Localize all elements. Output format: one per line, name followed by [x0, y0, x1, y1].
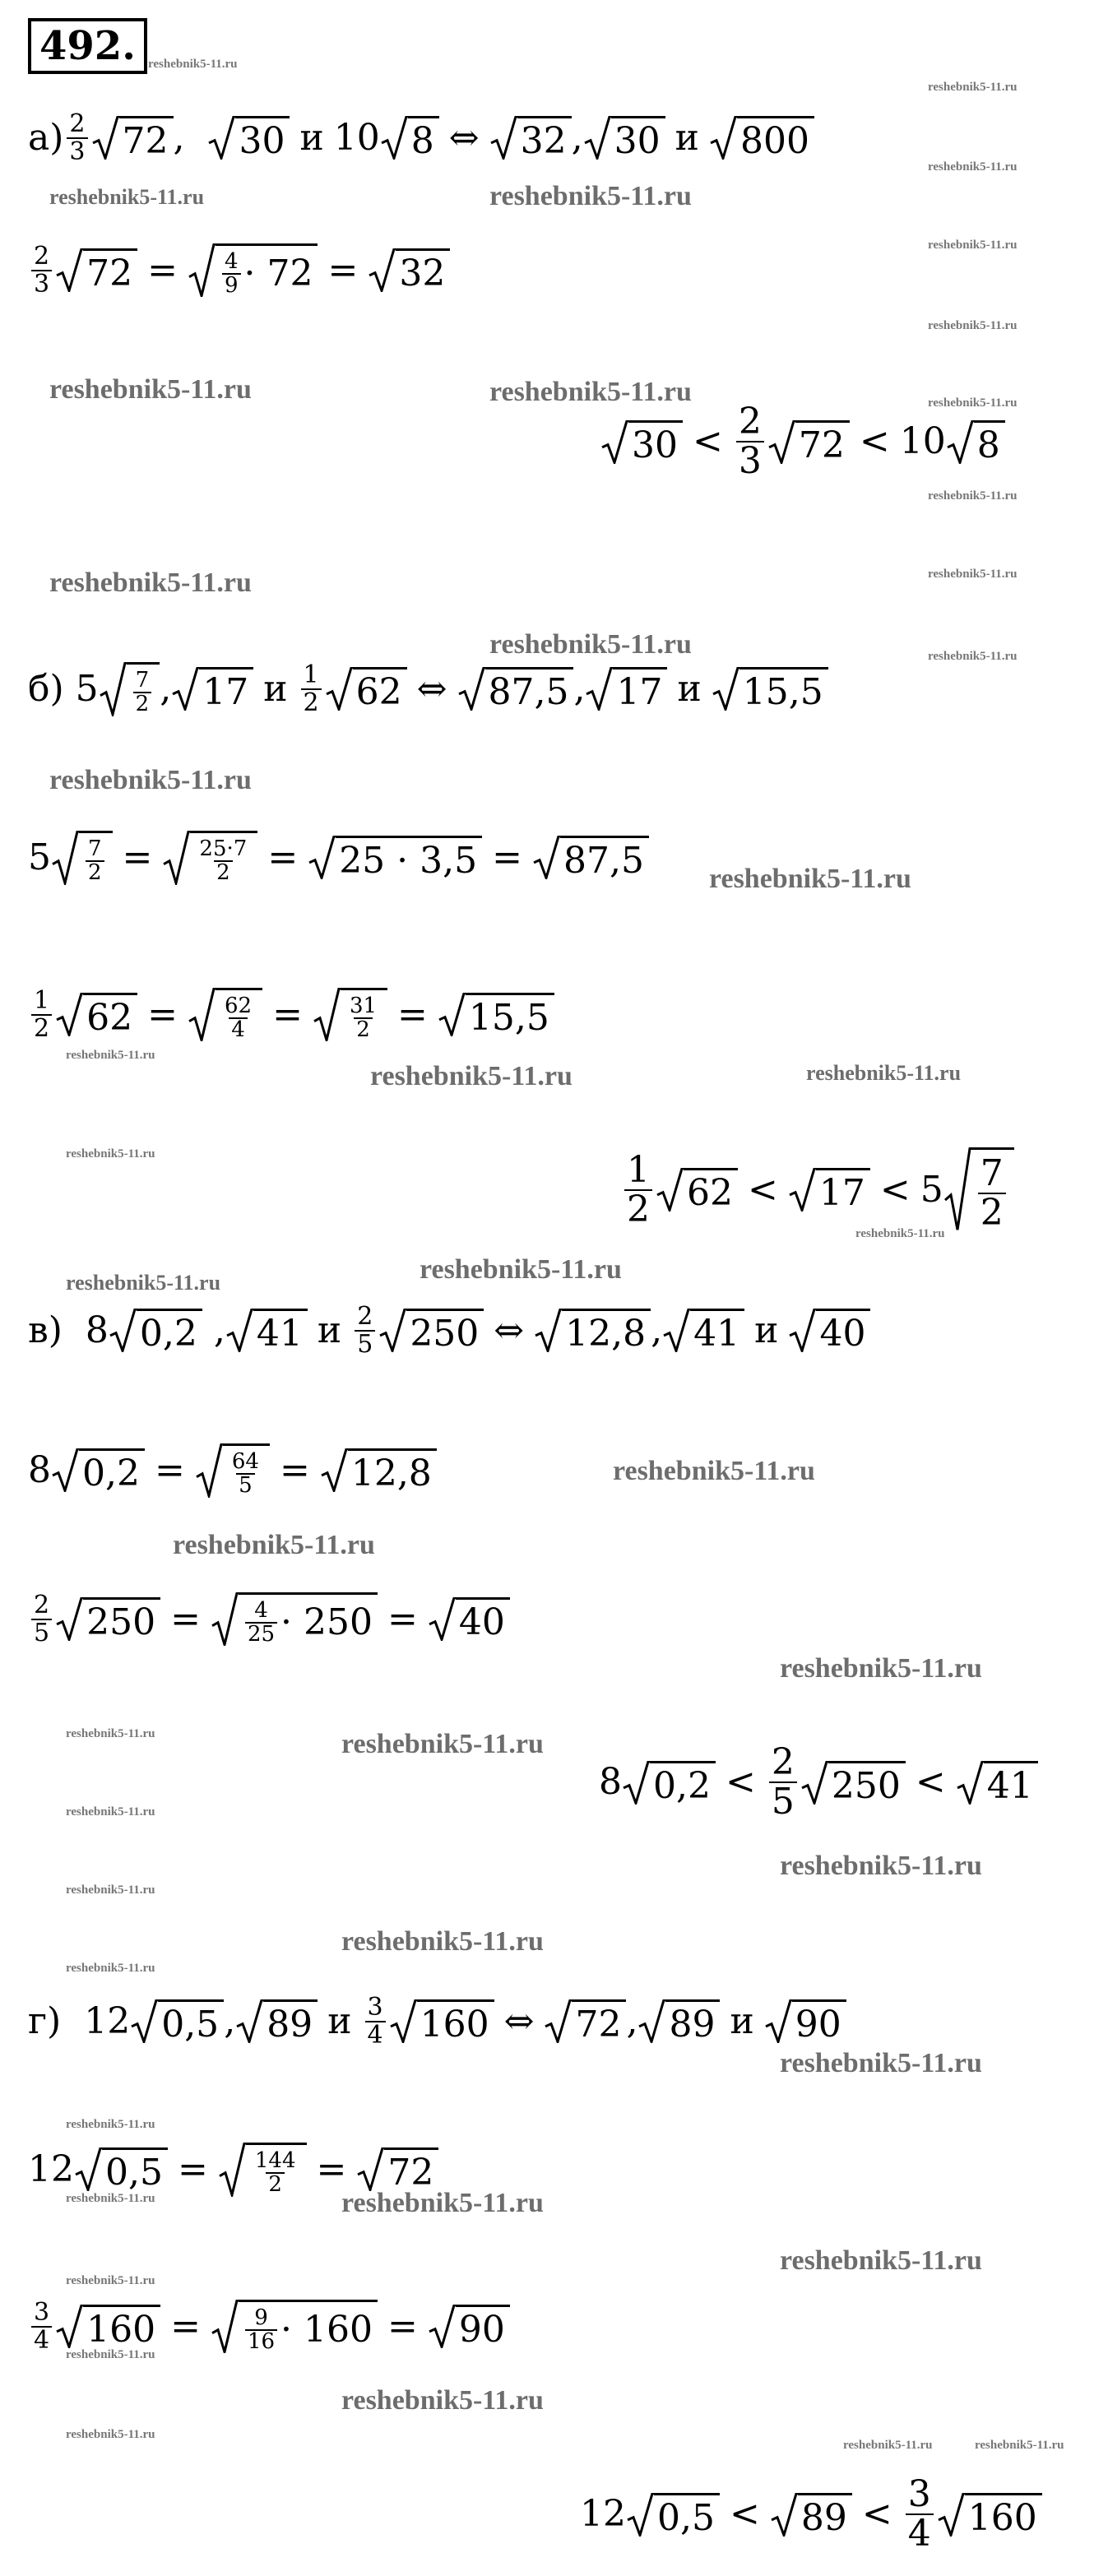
part-b-step1: 5 $\frac{7}{2}$ = $\frac{25\cdot 7}{2}$ = 25 · 3,5 = 87,5: [28, 831, 649, 885]
radical-sign: [544, 1999, 572, 2043]
part-v-conclusion: 8 0,2 < $\frac{2}{5}$ 250 < 41: [599, 1744, 1038, 1821]
part-v-step1: 8 0,2 = $\frac{64}{5}$ = 12,8: [28, 1443, 437, 1498]
part-b-step2: $\frac{1}{2}$ 62 = $\frac{62}{4}$ = $\frac{31}{2}$ = 15,5: [28, 979, 554, 1041]
watermark: reshebnik5-11.ru: [49, 374, 252, 405]
watermark: reshebnik5-11.ru: [49, 185, 205, 209]
radical-sign: [308, 836, 336, 879]
radical-sign: [51, 831, 79, 885]
radical-sign: [99, 662, 127, 716]
radical-sign: [225, 1309, 253, 1352]
radical-sign: [937, 2493, 965, 2537]
radical-sign: [378, 1309, 406, 1352]
watermark: reshebnik5-11.ru: [928, 489, 1018, 503]
radical-sign: [622, 1761, 650, 1805]
watermark: reshebnik5-11.ru: [341, 2385, 544, 2416]
watermark: reshebnik5-11.ru: [49, 568, 252, 598]
watermark: reshebnik5-11.ru: [489, 377, 692, 407]
radical-sign: [583, 116, 611, 160]
watermark: reshebnik5-11.ru: [855, 1227, 945, 1240]
watermark: reshebnik5-11.ru: [66, 1805, 155, 1818]
part-g-label: г): [28, 1999, 62, 2042]
watermark: reshebnik5-11.ru: [489, 629, 692, 660]
watermark: reshebnik5-11.ru: [49, 765, 252, 795]
watermark: reshebnik5-11.ru: [66, 2118, 155, 2131]
watermark: reshebnik5-11.ru: [66, 2428, 155, 2441]
part-g-statement: г) 12 0,5 , 89 и $\frac{3}{4}$ 160 ⇔ 72 , 89 и 90: [28, 1995, 846, 2048]
radical-sign: [162, 831, 190, 885]
radical-sign: [946, 420, 974, 464]
watermark: reshebnik5-11.ru: [928, 160, 1018, 174]
radical-sign: [788, 1168, 816, 1212]
watermark: reshebnik5-11.ru: [341, 1926, 544, 1957]
part-b-statement: б) 5 $\frac{7}{2}$ , 17 и $\frac{1}{2}$ 62 ⇔ 87,5 , 17 и 15,5: [28, 662, 828, 716]
watermark: reshebnik5-11.ru: [370, 1061, 573, 1091]
part-g-step2: $\frac{3}{4}$ 160 = $\frac{9}{16}$ · 160 = 90: [28, 2291, 510, 2353]
watermark: reshebnik5-11.ru: [780, 2048, 982, 2078]
radical-sign: [211, 1592, 239, 1647]
watermark: reshebnik5-11.ru: [173, 1530, 375, 1560]
radical-sign: [55, 1597, 83, 1641]
radical-sign: [55, 993, 83, 1036]
radical-sign: [325, 667, 353, 711]
radical-sign: [74, 2147, 102, 2191]
radical-sign: [109, 1309, 137, 1352]
radical-sign: [585, 667, 613, 711]
radical-sign: [534, 1309, 562, 1352]
radical-sign: [356, 2147, 384, 2191]
watermark: reshebnik5-11.ru: [341, 2188, 544, 2218]
part-g-conclusion: 12 0,5 < 89 < $\frac{3}{4}$ 160: [580, 2476, 1042, 2553]
radical-sign: [943, 1147, 971, 1232]
radical-sign: [489, 116, 517, 160]
radical-sign: [428, 2305, 456, 2348]
sqrt: 72: [91, 116, 174, 160]
radical-sign: [207, 116, 235, 160]
watermark: reshebnik5-11.ru: [928, 650, 1018, 663]
watermark: reshebnik5-11.ru: [66, 1049, 155, 1062]
radical-sign: [712, 667, 739, 711]
exercise-number: 492.: [28, 18, 147, 74]
watermark: reshebnik5-11.ru: [928, 81, 1018, 94]
sqrt: 8: [380, 116, 439, 160]
watermark: reshebnik5-11.ru: [780, 1653, 982, 1684]
watermark: reshebnik5-11.ru: [928, 568, 1018, 581]
radical-sign: [55, 2305, 83, 2348]
watermark: reshebnik5-11.ru: [806, 1061, 962, 1085]
part-v-step2: $\frac{2}{5}$ 250 = $\frac{4}{25}$ · 250 = 40: [28, 1583, 510, 1646]
radical-sign: [709, 116, 737, 160]
part-v-label: в): [28, 1309, 63, 1351]
watermark: reshebnik5-11.ru: [66, 2192, 155, 2205]
radical-sign: [320, 1448, 348, 1492]
radical-sign: [313, 988, 341, 1042]
watermark: reshebnik5-11.ru: [420, 1254, 622, 1285]
part-b-conclusion: $\frac{1}{2}$ 62 < 17 < 5 $\frac{7}{2}$: [621, 1147, 1014, 1232]
watermark: reshebnik5-11.ru: [66, 1962, 155, 1975]
radical-sign: [188, 243, 216, 298]
radical-sign: [188, 988, 216, 1042]
watermark: reshebnik5-11.ru: [928, 319, 1018, 332]
watermark: reshebnik5-11.ru: [928, 396, 1018, 410]
radical-sign: [438, 993, 466, 1036]
part-a-statement: а) $\frac{2}{3}$ 72 , 30 и 10 8 ⇔ 32 , 30 и 800: [28, 111, 814, 164]
radical-sign: [770, 2493, 798, 2537]
part-a-conclusion: 30 < $\frac{2}{3}$ 72 < 10 8: [600, 403, 1005, 480]
radical-sign: [532, 836, 560, 879]
watermark: reshebnik5-11.ru: [975, 2439, 1064, 2452]
radical-sign: [55, 248, 83, 292]
part-v-statement: в) 8 0,2 , 41 и $\frac{2}{5}$ 250 ⇔ 12,8 , 41 и 40: [28, 1304, 870, 1357]
watermark: reshebnik5-11.ru: [780, 2245, 982, 2276]
watermark: reshebnik5-11.ru: [66, 1727, 155, 1740]
watermark: reshebnik5-11.ru: [843, 2439, 933, 2452]
radical-sign: [51, 1448, 79, 1492]
watermark: reshebnik5-11.ru: [613, 1456, 815, 1486]
radical-sign: [662, 1309, 690, 1352]
watermark: reshebnik5-11.ru: [928, 239, 1018, 252]
watermark: reshebnik5-11.ru: [66, 1883, 155, 1897]
fraction: $\frac{2}{3}$: [67, 111, 87, 164]
radical-sign: [800, 1761, 828, 1805]
radical-sign: [235, 1999, 263, 2043]
radical-sign: [457, 667, 485, 711]
part-b-label: б): [28, 667, 64, 710]
radical-sign: [211, 2300, 239, 2354]
part-g-step1: 12 0,5 = $\frac{144}{2}$ = 72: [28, 2143, 438, 2197]
radical-sign: [600, 420, 628, 464]
watermark: reshebnik5-11.ru: [148, 58, 238, 71]
watermark: reshebnik5-11.ru: [66, 2274, 155, 2287]
radical-sign: [956, 1761, 984, 1805]
radical-sign: [195, 1443, 223, 1498]
sqrt: 30: [207, 116, 290, 160]
radical-sign: [218, 2143, 246, 2197]
watermark: reshebnik5-11.ru: [66, 1147, 155, 1161]
radical-sign: [626, 2493, 654, 2537]
equivalence-arrow: ⇔: [448, 116, 480, 159]
watermark: reshebnik5-11.ru: [780, 1851, 982, 1881]
radical-sign: [368, 248, 396, 292]
radical-sign: [130, 1999, 158, 2043]
radical-sign: [764, 1999, 792, 2043]
radical-sign: [767, 420, 795, 464]
radical-sign: [389, 1999, 417, 2043]
radical-sign: [656, 1168, 684, 1212]
part-a-step1: $\frac{2}{3}$ 72 = $\frac{4}{9}$ · 72 = 32: [28, 234, 450, 297]
watermark: reshebnik5-11.ru: [709, 864, 911, 894]
watermark: reshebnik5-11.ru: [66, 2348, 155, 2361]
radical-sign: [171, 667, 199, 711]
watermark: reshebnik5-11.ru: [341, 1729, 544, 1759]
watermark: reshebnik5-11.ru: [66, 1271, 221, 1295]
watermark: reshebnik5-11.ru: [489, 181, 692, 211]
radical-sign: [380, 116, 408, 160]
radical-sign: [637, 1999, 665, 2043]
part-a-label: а): [28, 116, 64, 159]
radical-sign: [428, 1597, 456, 1641]
radical-sign: [91, 116, 119, 160]
radical-sign: [788, 1309, 816, 1352]
